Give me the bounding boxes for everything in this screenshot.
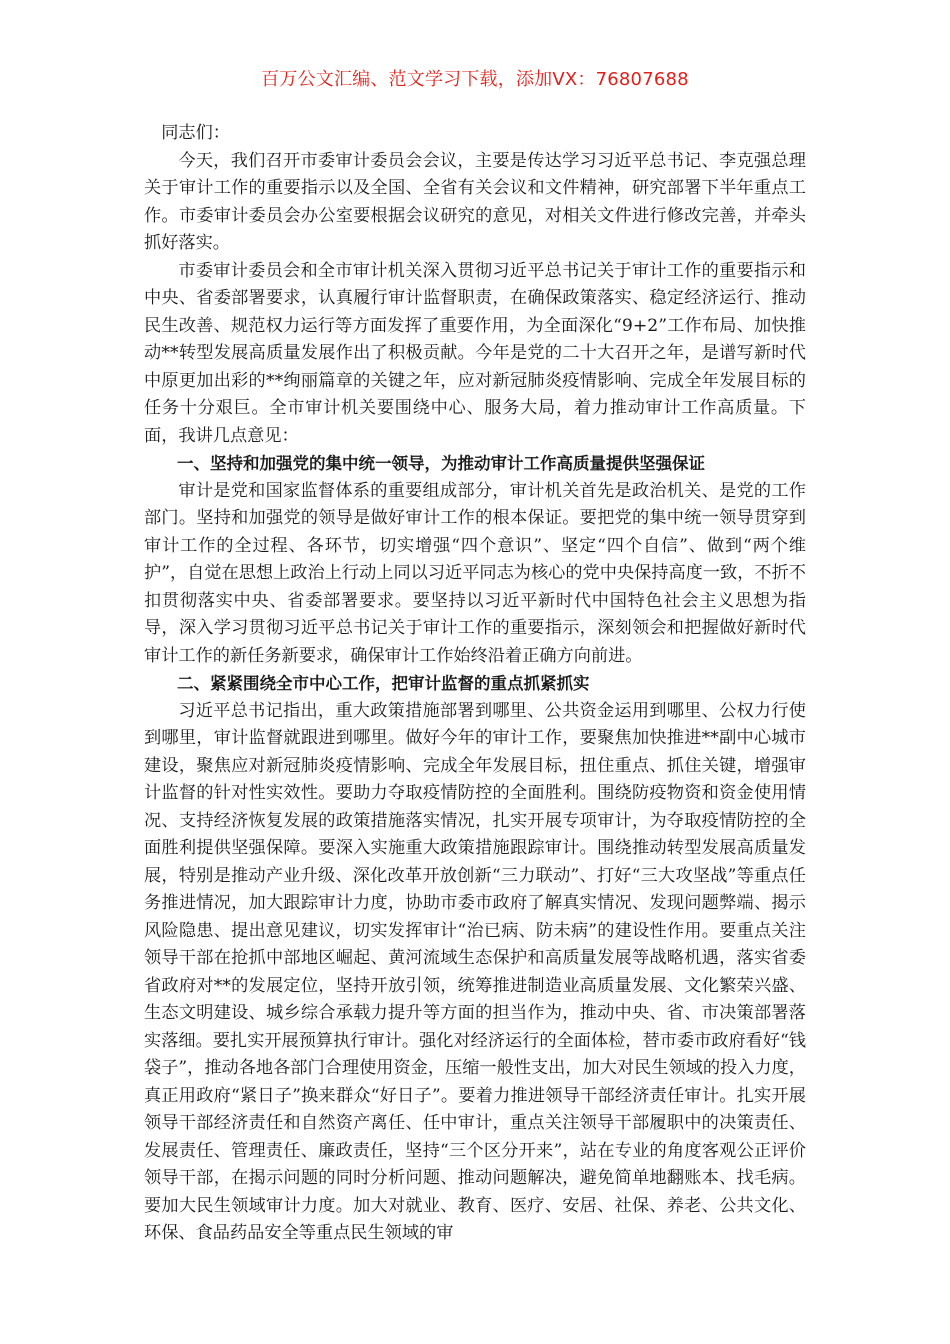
document-body	[144, 120, 806, 1248]
paragraph-intro: 今天，我们召开市委审计委员会会议，主要是传达学习习近平总书记、李克强总理关于审计工作的重要指示以及全国、全省有关会议和文件精神，研究部署下半年重点工作。市委审计委员会办公室要根据会议研究的意见，对相关文件进行修改完善，并牵头抓好落实。	[144, 150, 806, 253]
paragraph-context: 市委审计委员会和全市审计机关深入贯彻习近平总书记关于审计工作的重要指示和中央、省委部署要求，认真履行审计监督职责，在确保政策落实、稳定经济运行、推动民生改善、规范权力运行等方面发挥了重要作用，为全面深化“9+2”工作布局、加快推动**转型发展高质量发展作出了积极贡献。今年是党的二十大召开之年，是谱写新时代中原更加出彩的**绚丽篇章的关键之年，应对新冠肺炎疫情影响、完成全年发展目标的任务十分艰巨。全市审计机关要围绕中心、服务大局，着力推动审计工作高质量。下面，我讲几点意见：	[144, 260, 806, 446]
section-body-2: 习近平总书记指出，重大政策措施部署到哪里、公共资金运用到哪里、公权力行使到哪里，审计监督就跟进到哪里。做好今年的审计工作，要聚焦加快推进**副中心城市建设，聚焦应对新冠肺炎疫情影响、完成全年发展目标，扭住重点、抓住关键，增强审计监督的针对性实效性。要助力夺取疫情防控的全面胜利。围绕防疫物资和资金使用情况、支持经济恢复发展的政策措施落实情况，扎实开展专项审计，为夺取疫情防控的全面胜利提供坚强保障。要深入实施重大政策措施跟踪审计。围绕推动转型发展高质量发展，特别是推动产业升级、深化改革开放创新“三力联动”、打好“三大攻坚战”等重点任务推进情况，加大跟踪审计力度，协助市委市政府了解真实情况、发现问题弊端、揭示风险隐患、提出意见建议，切实发挥审计“治已病、防未病”的建设性作用。要重点关注领导干部在抢抓中部地区崛起、黄河流域生态保护和高质量发展等战略机遇，落实省委省政府对**的发展定位，坚持开放引领，统筹推进制造业高质量发展、文化繁荣兴盛、生态文明建设、城乡综合承载力提升等方面的担当作为，推动中央、省、市决策部署落实落细。要扎实开展预算执行审计。强化对经济运行的全面体检，替市委市政府看好“钱袋子”，推动各地各部门合理使用资金，压缩一般性支出，加大对民生领域的投入力度，真正用政府“紧日子”换来群众“好日子”。要着力推进领导干部经济责任审计。扎实开展领导干部经济责任和自然资产离任、任中审计，重点关注领导干部履职中的决策责任、发展责任、管理责任、廉政责任，坚持“三个区分开来”，站在专业的角度客观公正评价领导干部，在揭示问题的同时分析问题、推动问题解决，避免简单地翻账本、找毛病。要加大民生领域审计力度。加大对就业、教育、医疗、安居、社保、养老、公共文化、环保、食品药品安全等重点民生领域的审	[144, 700, 806, 1243]
promo-banner: 百万公文汇编、范文学习下载，添加VX：76807688	[261, 69, 689, 90]
salutation: 同志们：	[161, 123, 230, 143]
section-heading-1: 一、坚持和加强党的集中统一领导，为推动审计工作高质量提供坚强保证	[177, 454, 705, 473]
section-body-1: 审计是党和国家监督体系的重要组成部分，审计机关首先是政治机关、是党的工作部门。坚持和加强党的领导是做好审计工作的根本保证。要把党的集中统一领导贯穿到审计工作的全过程、各环节，切实增强“四个意识”、坚定“四个自信”、做到“两个维护”，自觉在思想上政治上行动上同以习近平同志为核心的党中央保持高度一致，不折不扣贯彻落实中央、省委部署要求。要坚持以习近平新时代中国特色社会主义思想为指导，深入学习贯彻习近平总书记关于审计工作的重要指示，深刻领会和把握做好新时代审计工作的新任务新要求，确保审计工作始终沿着正确方向前进。	[144, 480, 806, 666]
section-heading-2: 二、紧紧围绕全市中心工作，把审计监督的重点抓紧抓实	[177, 674, 590, 693]
